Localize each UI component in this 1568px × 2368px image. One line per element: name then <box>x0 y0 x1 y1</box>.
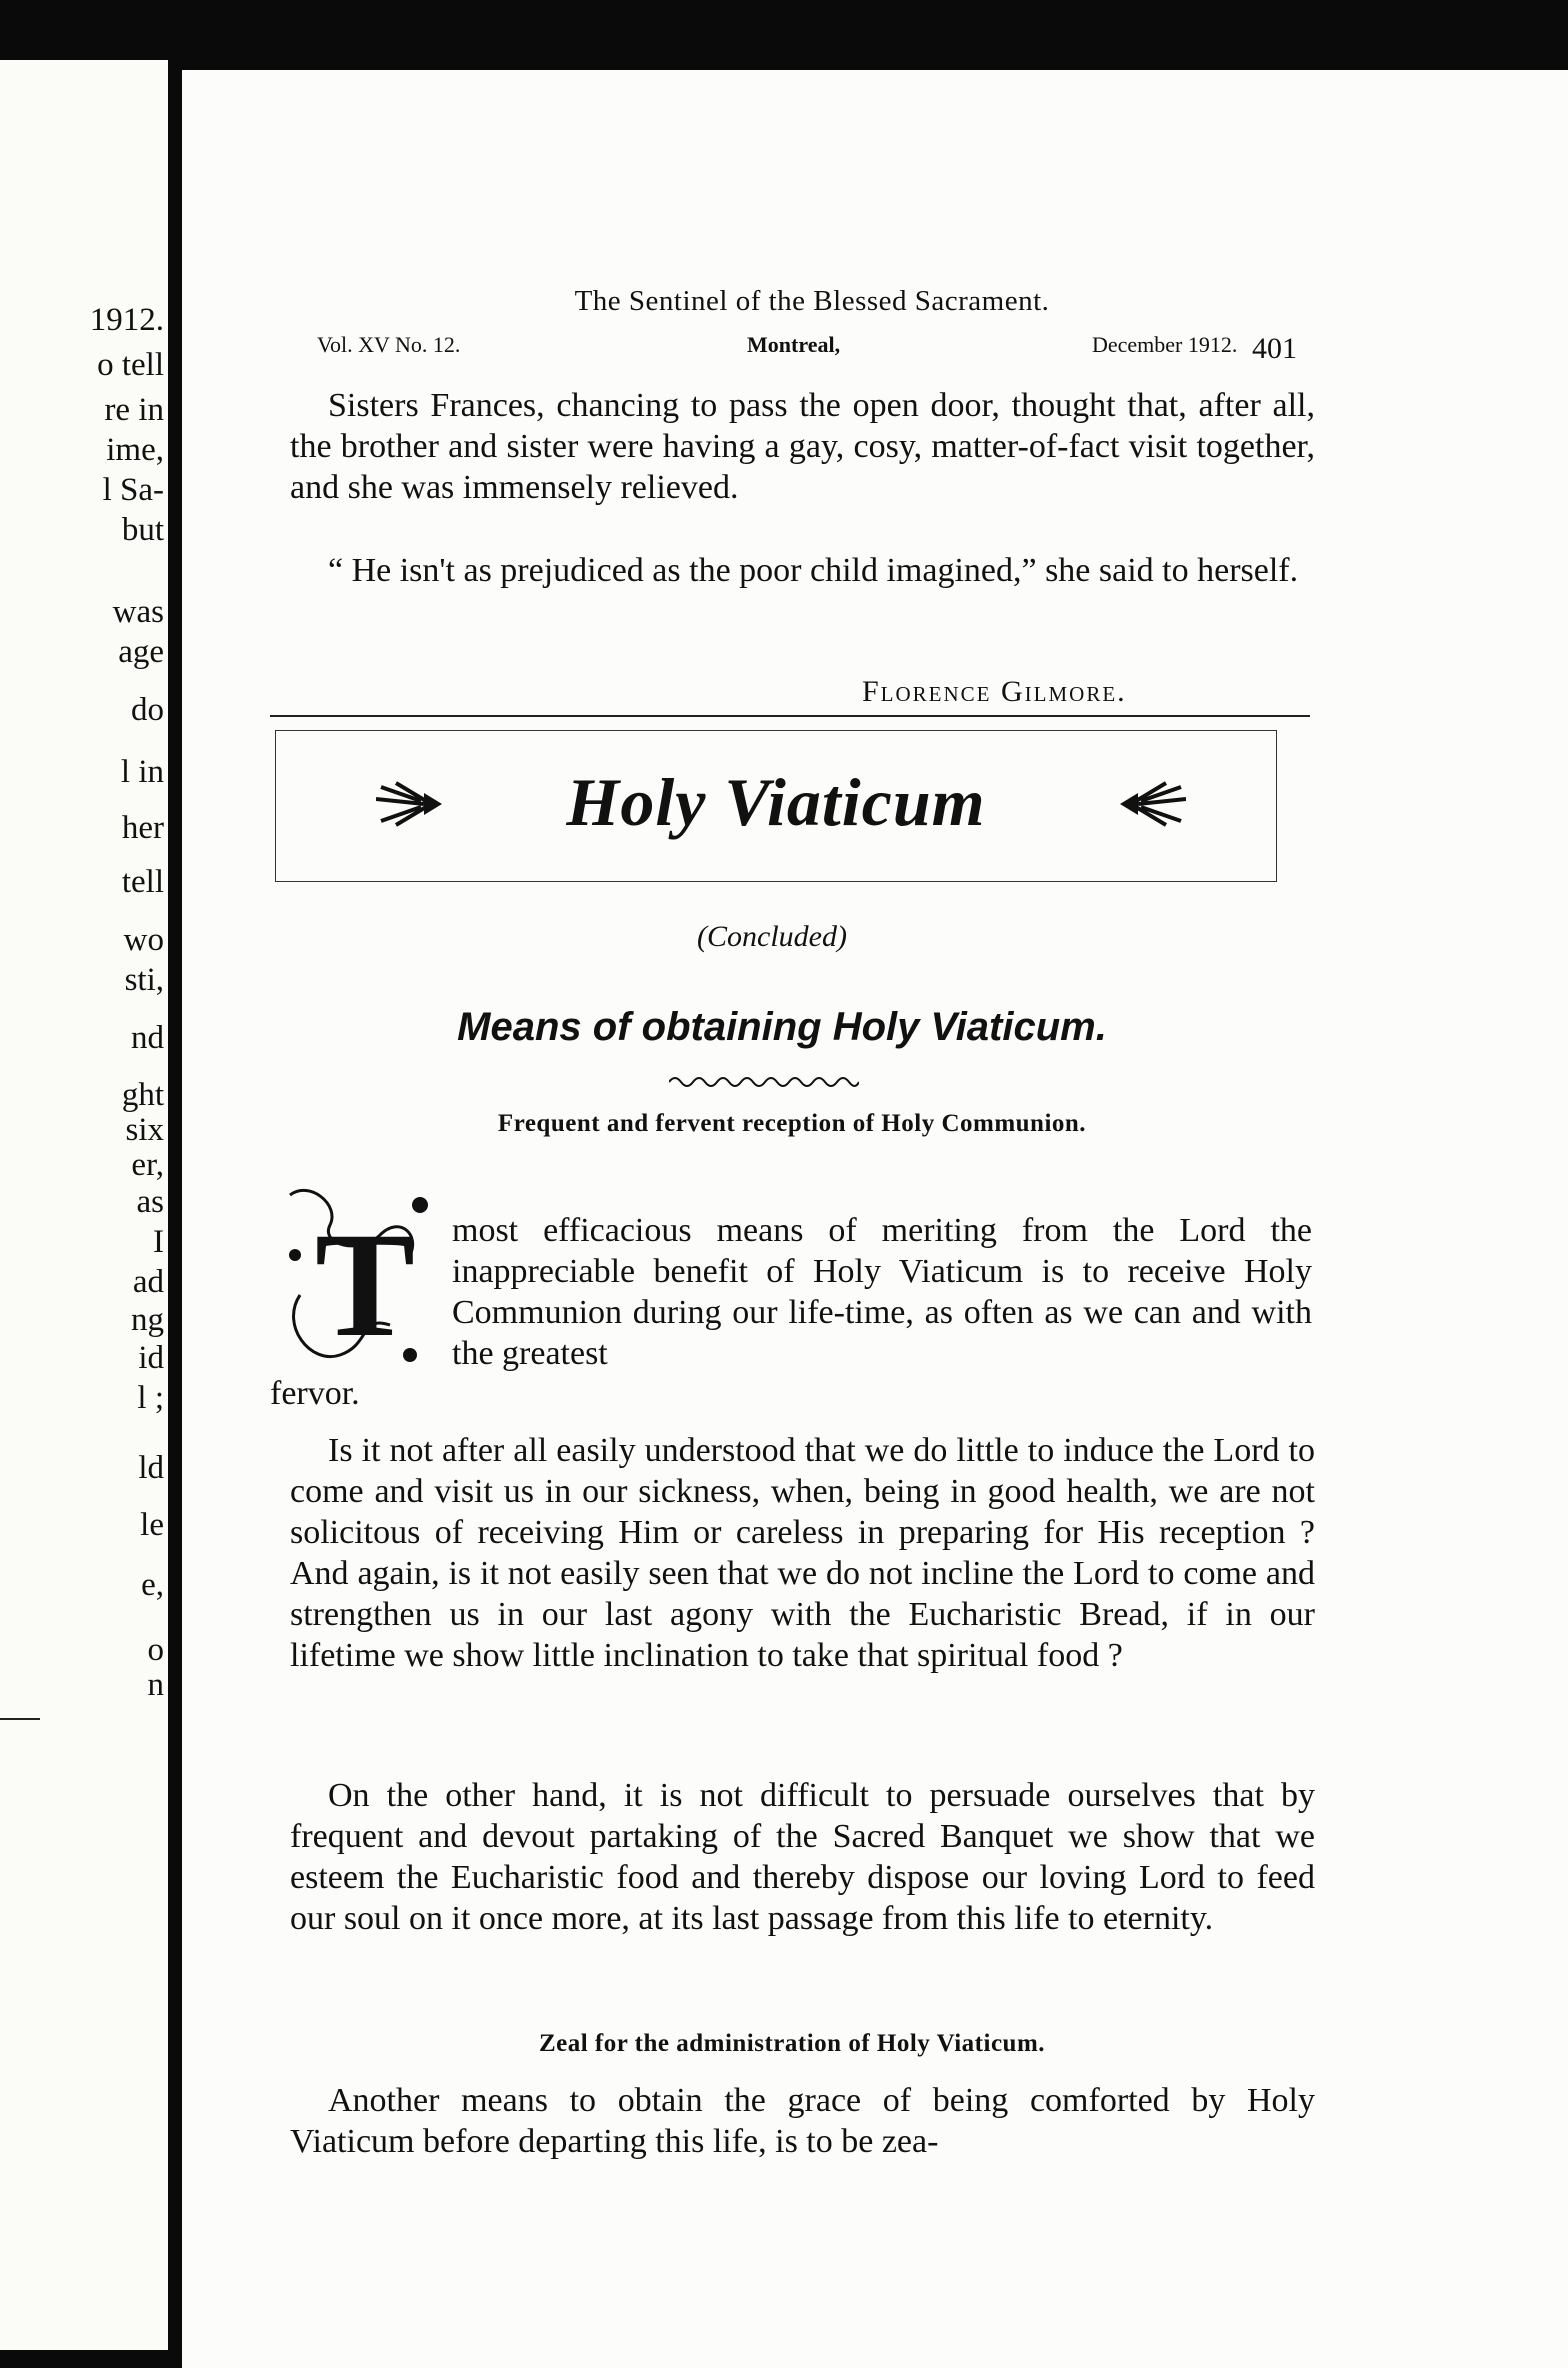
page-number: 401 <box>1252 332 1297 365</box>
previous-page-text-fragment: nd <box>131 1020 164 1056</box>
previous-page-text-fragment: six <box>125 1112 164 1148</box>
previous-page-text-fragment: as <box>136 1184 164 1220</box>
article-paragraph: Another means to obtain the grace of being comforted by Holy Viaticum before departing this life, is to be zea- <box>290 2082 1315 2160</box>
article-paragraph: Is it not after all easily understood that we do little to induce the Lord to come and visit us in our sickness, when, being in good health, we are not solicitous of receiving Him or careless in preparing for His reception ? And again, is it not easily seen that we do not incline the Lord to come and strengthen us in our last agony with the Eucharistic Bread, if in our lifetime we show little inclination to take that spiritual food ? <box>290 1432 1315 1674</box>
previous-page-text-fragment: l ; <box>137 1380 164 1416</box>
running-header-title: The Sentinel of the Blessed Sacrament. <box>574 285 1050 317</box>
previous-page-text-fragment: I <box>153 1224 164 1260</box>
previous-page-text-fragment: age <box>118 634 164 670</box>
article-paragraph: On the other hand, it is not difficult to persuade ourselves that by frequent and devout partaking of the Sacred Banquet we show that we esteem the Eucharistic food and thereby dispose our loving Lord to feed our soul on it once more, at its last passage from this life to eternity. <box>290 1777 1315 1937</box>
previous-page-text-fragment: l Sa- <box>102 472 164 508</box>
previous-page-text-fragment: ld <box>138 1450 164 1486</box>
section-title: Means of obtaining Holy Viaticum. <box>457 1005 1107 1049</box>
issue-date: December 1912. <box>1092 332 1238 357</box>
previous-page-text-fragment: but <box>121 512 164 548</box>
previous-page-text-fragment: her <box>121 810 164 846</box>
previous-page-text-fragment: sti, <box>124 962 164 998</box>
author-signature: Florence Gilmore. <box>862 675 1127 708</box>
divider <box>270 715 1310 717</box>
previous-page-text-fragment: re in <box>104 392 164 428</box>
previous-page-text-fragment: id <box>138 1340 164 1376</box>
article-paragraph-end: fervor. <box>270 1375 360 1412</box>
previous-page-text-fragment: er, <box>131 1147 164 1183</box>
previous-page-text-fragment: o <box>147 1632 164 1668</box>
previous-page-text-fragment: was <box>112 594 164 630</box>
previous-page-text-fragment: l in <box>120 754 164 790</box>
article-subtitle: (Concluded) <box>697 920 847 953</box>
volume-number: Vol. XV No. 12. <box>317 332 461 357</box>
page <box>182 70 1568 2368</box>
previous-page-text-fragment: tell <box>121 864 164 900</box>
publication-city: Montreal, <box>747 332 841 357</box>
story-paragraph: Sisters Frances, chancing to pass the open door, thought that, after all, the brother and sister were having a gay, cosy, matter-of-fact visit together, and she was immensely relieved. <box>290 387 1315 506</box>
subheading: Frequent and fervent reception of Holy Communion. <box>497 1110 1087 1137</box>
previous-page-text-fragment: n <box>147 1667 164 1703</box>
previous-page-text-fragment: o tell <box>97 347 164 383</box>
previous-page-text-fragment: do <box>131 692 164 728</box>
article-paragraph: most efficacious means of meriting from the Lord the inappreciable benefit of Holy Viaticum is to receive Holy Communion during our life-time, as often as we can and with the greatest <box>452 1212 1312 1372</box>
subheading: Zeal for the administration of Holy Viaticum. <box>538 2030 1046 2057</box>
previous-page-text-fragment: ime, <box>106 432 164 468</box>
dropcap-letter: T <box>315 1202 416 1368</box>
article-title: Holy Viaticum <box>566 764 986 840</box>
divider <box>0 1718 40 1720</box>
previous-page-text-fragment: wo <box>123 922 164 958</box>
squiggle-ornament-icon <box>669 1074 859 1090</box>
previous-page-text-fragment: e, <box>141 1567 164 1603</box>
previous-page-text-fragment: ght <box>121 1077 164 1113</box>
article-title-box <box>275 730 1277 882</box>
previous-page-text-fragment: le <box>140 1507 164 1543</box>
decorated-initial-icon <box>270 1175 440 1380</box>
previous-page-text-fragment: 1912. <box>89 302 164 338</box>
arrow-ornament-icon <box>1116 779 1186 829</box>
story-paragraph: “ He isn't as prejudiced as the poor child imagined,” she said to herself. <box>328 552 1299 589</box>
previous-page-text-fragment: ng <box>131 1302 164 1338</box>
previous-page-edge <box>0 60 168 2350</box>
previous-page-text-fragment: ad <box>132 1264 164 1300</box>
